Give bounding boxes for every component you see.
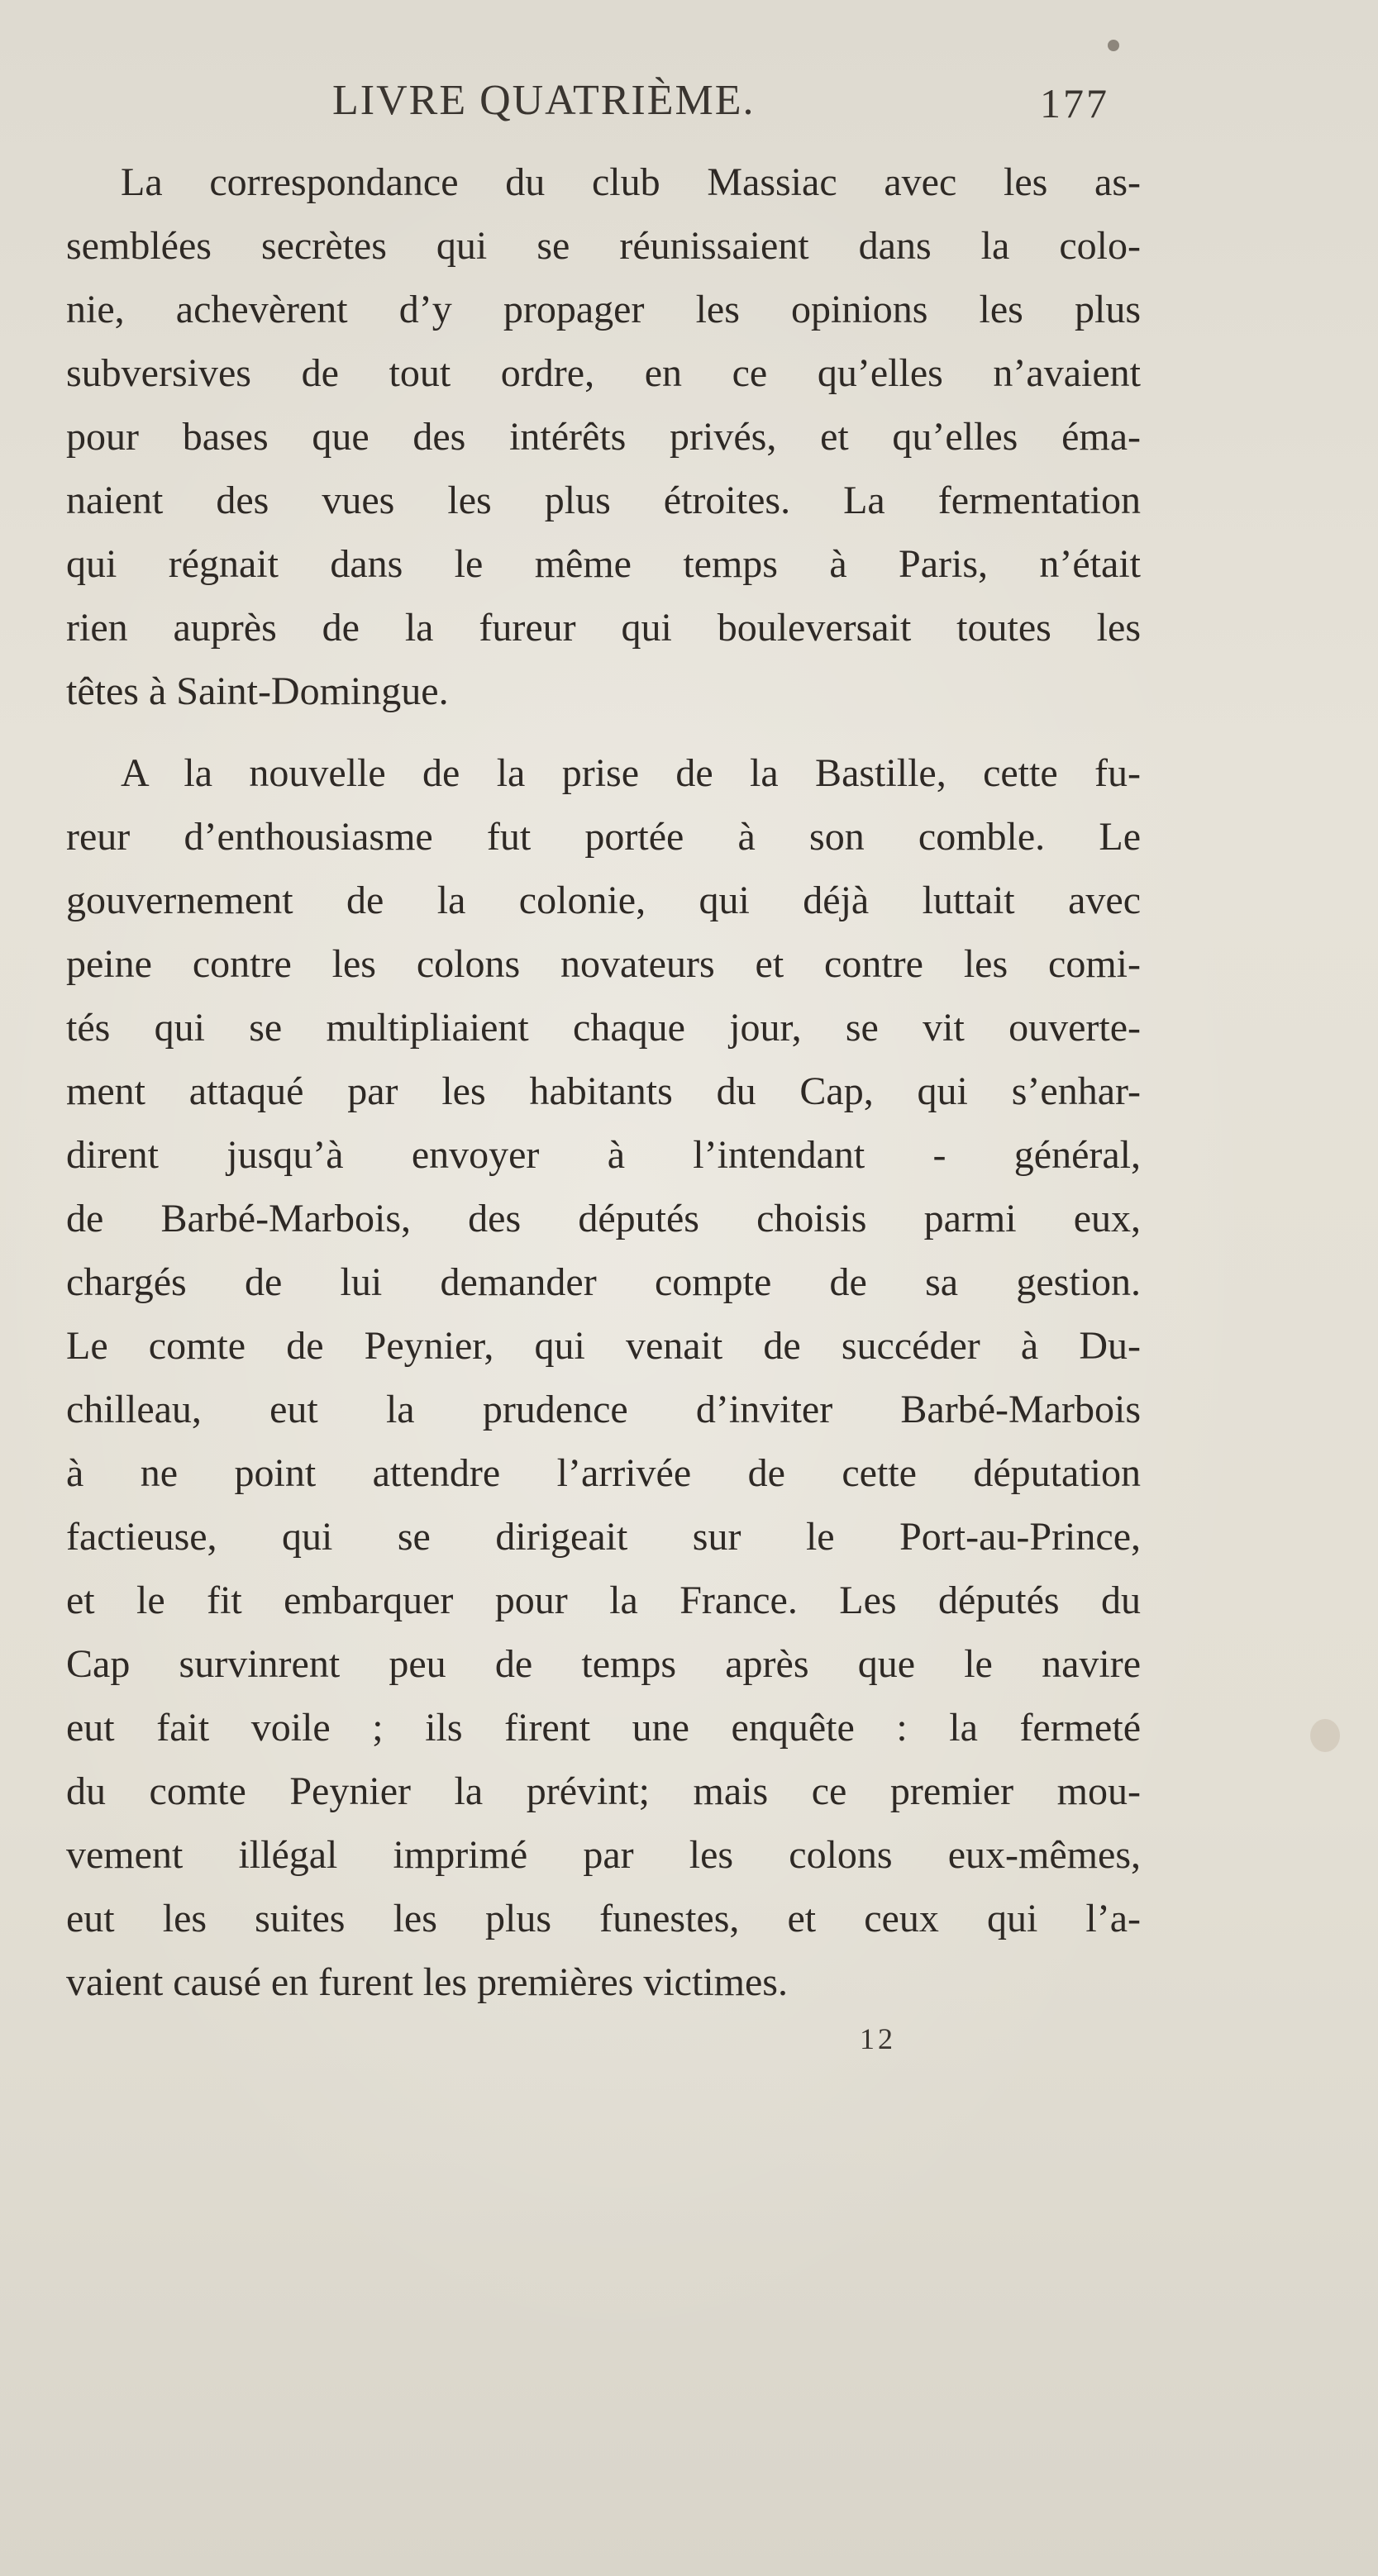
text-line: tés qui se multipliaient chaque jour, se vit ouverte- <box>66 1006 1141 1050</box>
text-line: chilleau, eut la prudence d’inviter Barbé-Marbois <box>66 1388 1141 1431</box>
text-line: Le comte de Peynier, qui venait de succéder à Du- <box>66 1324 1141 1368</box>
text-line: dirent jusqu’à envoyer à l’intendant - général, <box>66 1133 1141 1177</box>
text-line: rien auprès de la fureur qui bouleversait toutes les <box>66 606 1141 650</box>
page-number: 177 <box>1040 80 1109 126</box>
text-line: Cap survinrent peu de temps après que le navire <box>66 1642 1141 1686</box>
paper-stain <box>1310 1719 1340 1752</box>
text-line: vaient causé en furent les premières victimes. <box>66 1960 788 2004</box>
page-header <box>332 76 1109 142</box>
running-title: LIVRE QUATRIÈME. <box>332 77 756 124</box>
text-line: factieuse, qui se dirigeait sur le Port-au-Prince, <box>66 1515 1141 1559</box>
text-line: eut fait voile ; ils firent une enquête : la fermeté <box>66 1706 1141 1750</box>
text-line: de Barbé-Marbois, des députés choisis parmi eux, <box>66 1197 1141 1240</box>
text-line: nie, achevèrent d’y propager les opinions les plus <box>66 288 1141 331</box>
body-text <box>66 150 1141 2014</box>
text-line: A la nouvelle de la prise de la Bastille, cette fu- <box>121 751 1141 795</box>
text-line: La correspondance du club Massiac avec les as- <box>121 160 1141 204</box>
paragraph-gap <box>66 723 1141 741</box>
text-line: semblées secrètes qui se réunissaient dans la colo- <box>66 224 1141 268</box>
text-line: naient des vues les plus étroites. La fermentation <box>66 479 1141 522</box>
text-line: ment attaqué par les habitants du Cap, qui s’enhar- <box>66 1069 1141 1113</box>
text-line: qui régnait dans le même temps à Paris, n’était <box>66 542 1141 586</box>
text-line: pour bases que des intérêts privés, et qu’elles éma- <box>66 415 1141 459</box>
text-line: vement illégal imprimé par les colons eux-mêmes, <box>66 1833 1141 1877</box>
paper-stain <box>1108 40 1119 51</box>
text-line: et le fit embarquer pour la France. Les députés du <box>66 1578 1141 1622</box>
text-line: reur d’enthousiasme fut portée à son comble. Le <box>66 815 1141 859</box>
text-line: du comte Peynier la prévint; mais ce premier mou- <box>66 1769 1141 1813</box>
text-line: chargés de lui demander compte de sa gestion. <box>66 1260 1141 1304</box>
text-line: à ne point attendre l’arrivée de cette députation <box>66 1451 1141 1495</box>
text-line: têtes à Saint-Domingue. <box>66 669 449 713</box>
text-line: gouvernement de la colonie, qui déjà luttait avec <box>66 879 1141 922</box>
text-line: eut les suites les plus funestes, et ceux qui l’a- <box>66 1897 1141 1940</box>
text-line: subversives de tout ordre, en ce qu’elles n’avaient <box>66 351 1141 395</box>
text-line: peine contre les colons novateurs et contre les comi- <box>66 942 1141 986</box>
signature-mark: 12 <box>860 2022 896 2055</box>
